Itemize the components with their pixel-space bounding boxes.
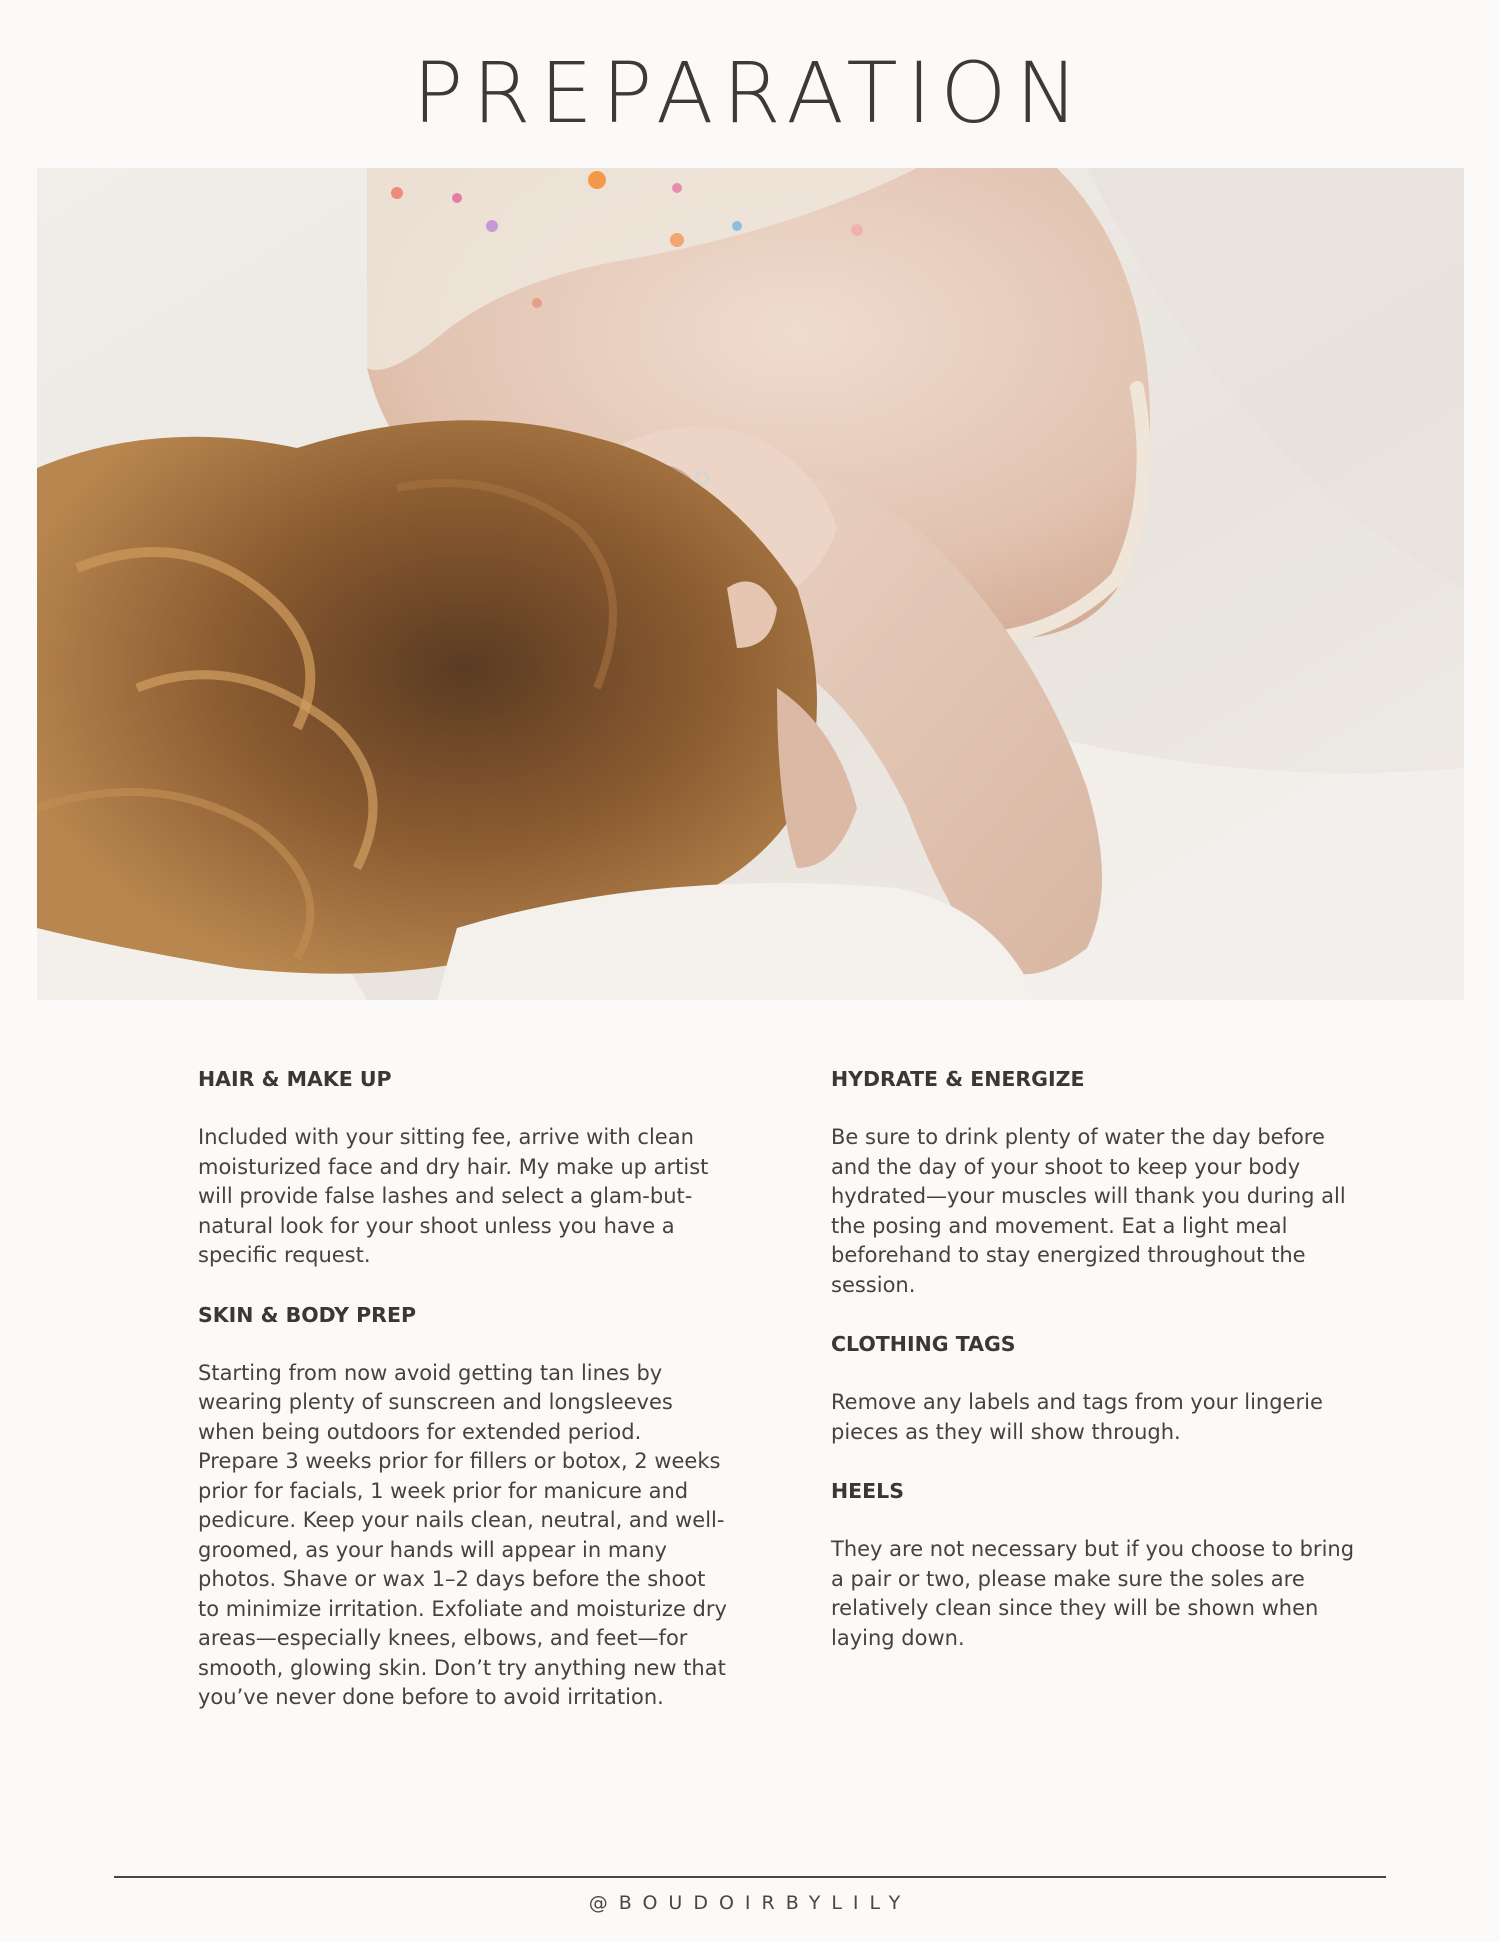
section-heading-hair-makeup: HAIR & MAKE UP xyxy=(198,1067,392,1091)
section-body-heels: They are not necessary but if you choose to bring a pair or two, please make sure the soles are relatively clean since they will be shown when laying down. xyxy=(831,1537,1355,1650)
left-column xyxy=(198,1064,728,1742)
footer-handle: @BOUDOIRBYLILY xyxy=(588,1892,912,1914)
section-heading-hydrate: HYDRATE & ENERGIZE xyxy=(831,1067,1085,1091)
section-heading-skin-body: SKIN & BODY PREP xyxy=(198,1302,416,1327)
section-body-clothing-tags: Remove any labels and tags from your lingerie pieces as they will show through. xyxy=(831,1390,1323,1444)
section-heading-heels: HEELS xyxy=(831,1479,904,1503)
right-column xyxy=(831,1064,1361,1682)
section-body-hair-makeup: Included with your sitting fee, arrive with clean moisturized face and dry hair. My make up artist will provide false lashes and select a glam-but-natural look for your shoot unless you have a specific request. xyxy=(198,1125,709,1267)
section-heading-clothing-tags: CLOTHING TAGS xyxy=(831,1332,1016,1356)
page-title: PREPARATION xyxy=(412,44,1088,142)
footer-divider xyxy=(114,1876,1386,1878)
section-body-hydrate: Be sure to drink plenty of water the day before and the day of your shoot to keep your body hydrated—your muscles will thank you during all the posing and movement. Eat a light meal beforehand to stay energized throughout the session. xyxy=(831,1125,1346,1297)
hero-photo xyxy=(37,168,1464,1000)
section-body-skin-body: Starting from now avoid getting tan lines by wearing plenty of sunscreen and longsleeves when being outdoors for extended period. Prepare 3 weeks prior for fillers or botox, 2 weeks prior for facials, 1 week prior for manicure and pedicure. Keep your nails clean, neutral, and well-groomed, as your hands will appear in many photos. Shave or wax 1–2 days before the shoot to minimize irritation. Exfoliate and moisturize dry areas—especially knees, elbows, and feet—for smooth, glowing skin. Don’t try anything new that you’ve never done before to avoid irritation. xyxy=(198,1360,727,1709)
